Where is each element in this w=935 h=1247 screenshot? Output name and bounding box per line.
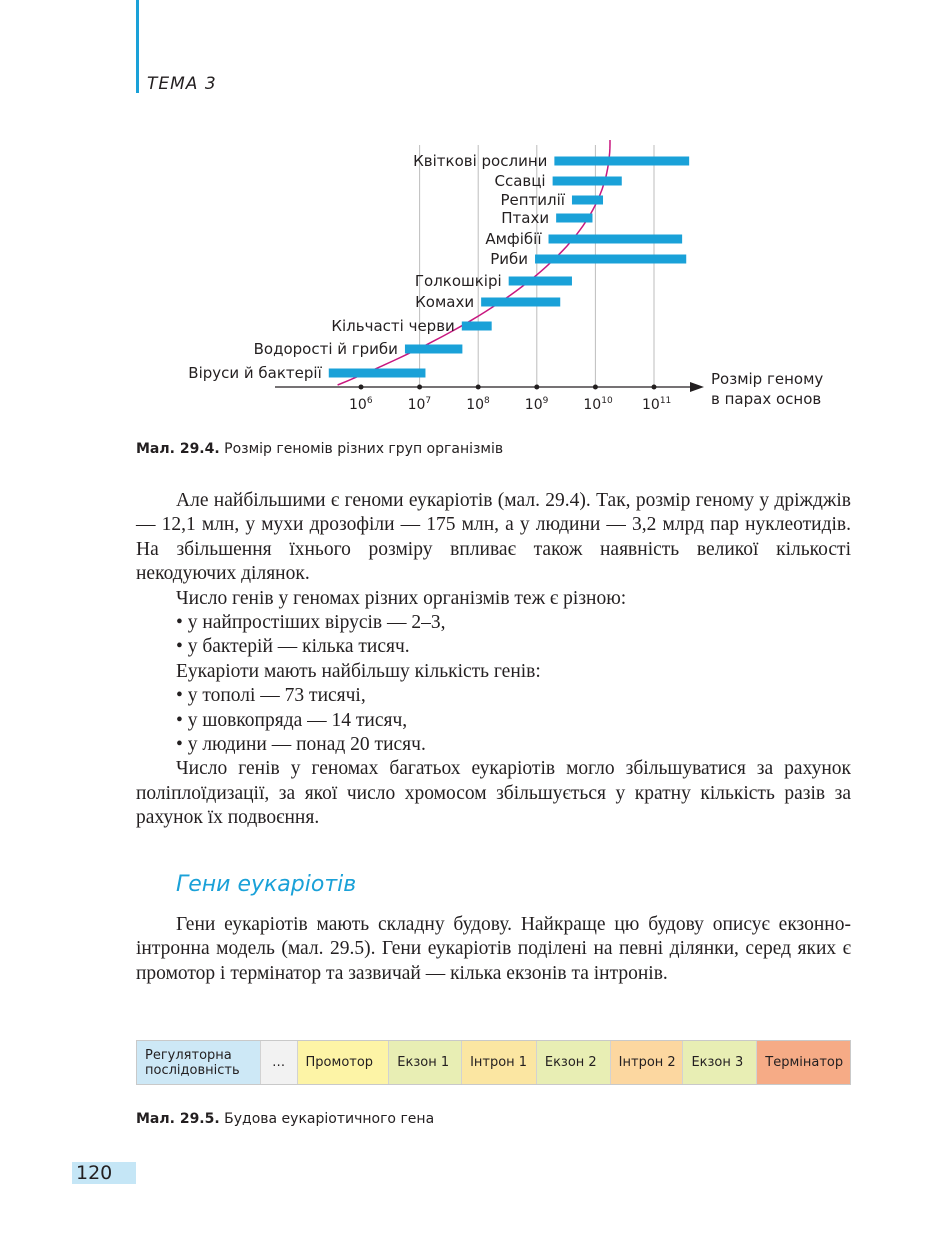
category-label: Кільчасті черви xyxy=(331,317,455,335)
gene-segment: Термінатор xyxy=(757,1041,850,1084)
x-tick-dot xyxy=(534,385,539,390)
range-bar xyxy=(549,235,683,244)
range-bar xyxy=(405,345,462,354)
section-text xyxy=(136,913,851,986)
x-tick-label: $10^9$ xyxy=(524,396,549,413)
section-title: Гени еукаріотів xyxy=(176,872,357,897)
range-bar xyxy=(553,177,622,186)
figure-29-4-caption xyxy=(136,441,503,457)
paragraph: Число генів у геномах багатьох еукаріотів могло збільшуватися за рахунок поліплоїдизації, за якої число хромосом збільшується у кратну кількість разів за рахунок їх подвоєння. xyxy=(136,758,851,829)
caption-text: Розмір геномів різних груп організмів xyxy=(219,441,504,457)
gene-segment: Регуляторна послідовність xyxy=(137,1041,261,1084)
category-label: Комахи xyxy=(415,293,475,311)
list-item: • у бактерій — кілька тисяч. xyxy=(176,636,410,658)
range-bar xyxy=(329,369,426,378)
range-bar xyxy=(535,255,686,264)
category-label: Голкошкірі xyxy=(414,272,502,290)
x-tick-dot xyxy=(652,385,657,390)
range-bar xyxy=(556,214,592,223)
x-tick-label: $10^8$ xyxy=(466,396,490,413)
caption-label: Мал. 29.4. xyxy=(136,441,220,457)
paragraph: Еукаріоти мають найбільшу кількість генів: xyxy=(176,660,541,682)
x-axis-label: Розмір геному xyxy=(711,370,824,388)
list-item: • у шовкопряда — 14 тисяч, xyxy=(176,709,408,731)
range-bar xyxy=(509,277,572,286)
category-label: Ссавці xyxy=(494,172,546,190)
list-item: • у найпростіших вірусів — 2–3, xyxy=(176,612,446,634)
list-item: • у людини — понад 20 тисяч. xyxy=(176,734,426,756)
list-item: • у тополі — 73 тисячі, xyxy=(176,685,366,707)
gene-segment: … xyxy=(261,1041,298,1084)
genome-size-chart xyxy=(0,130,935,420)
x-tick-dot xyxy=(593,385,598,390)
caption-label: Мал. 29.5. xyxy=(136,1111,220,1127)
x-tick-label: $10^7$ xyxy=(407,396,432,413)
caption-text: Будова еукаріотичного гена xyxy=(219,1111,435,1127)
gene-structure-diagram xyxy=(136,1040,851,1085)
category-label: Водорості й гриби xyxy=(253,340,398,358)
gene-segment: Інтрон 2 xyxy=(611,1041,684,1084)
main-text xyxy=(136,489,851,831)
gene-segment: Інтрон 1 xyxy=(462,1041,537,1084)
figure-29-5-caption xyxy=(136,1111,434,1127)
paragraph: Але найбільшими є геноми еукаріотів (мал. 29.4). Так, розмір геному у дріжджів — 12,1 млн, у мухи дрозофіли — 175 млн, а у людини — 3,2 млрд пар нуклеотидів. На збільшення їхнього розміру впливає також наявність великої кількості некодуючих ділянок. xyxy=(136,490,851,585)
x-tick-label: $10^{10}$ xyxy=(583,396,613,413)
section-paragraph: Гени еукаріотів мають складну будову. Найкраще цю будову описує екзонно-інтронна модель (мал. 29.5). Гени еукаріотів поділені на певні ділянки, серед яких є промотор і термінатор та зазвичай — кілька екзонів та інтронів. xyxy=(136,914,851,984)
category-label: Птахи xyxy=(501,209,550,227)
x-tick-dot xyxy=(417,385,422,390)
paragraph: Число генів у геномах різних організмів теж є різною: xyxy=(176,587,627,609)
x-tick-label: $10^{11}$ xyxy=(642,396,672,413)
topic-side-bar xyxy=(136,0,139,93)
x-tick-dot xyxy=(476,385,481,390)
range-bar xyxy=(481,298,560,307)
range-bar xyxy=(554,157,689,166)
x-tick-dot xyxy=(359,385,364,390)
category-label: Риби xyxy=(490,250,529,268)
category-label: Рептилії xyxy=(500,191,565,209)
page-number: 120 xyxy=(72,1162,136,1184)
category-label: Віруси й бактерії xyxy=(188,364,322,382)
range-bar xyxy=(572,196,603,205)
x-tick-label: $10^6$ xyxy=(349,396,373,413)
range-bar xyxy=(462,322,492,331)
x-axis-arrow xyxy=(690,382,704,392)
topic-header: ТЕМА 3 xyxy=(147,74,217,94)
gene-segment: Екзон 1 xyxy=(389,1041,462,1084)
gene-segment: Екзон 2 xyxy=(537,1041,611,1084)
x-axis-label: в парах основ xyxy=(711,390,822,408)
category-label: Квіткові рослини xyxy=(413,152,548,170)
gene-segment: Промотор xyxy=(298,1041,390,1084)
category-label: Амфібії xyxy=(485,230,542,248)
gene-segment: Екзон 3 xyxy=(683,1041,757,1084)
